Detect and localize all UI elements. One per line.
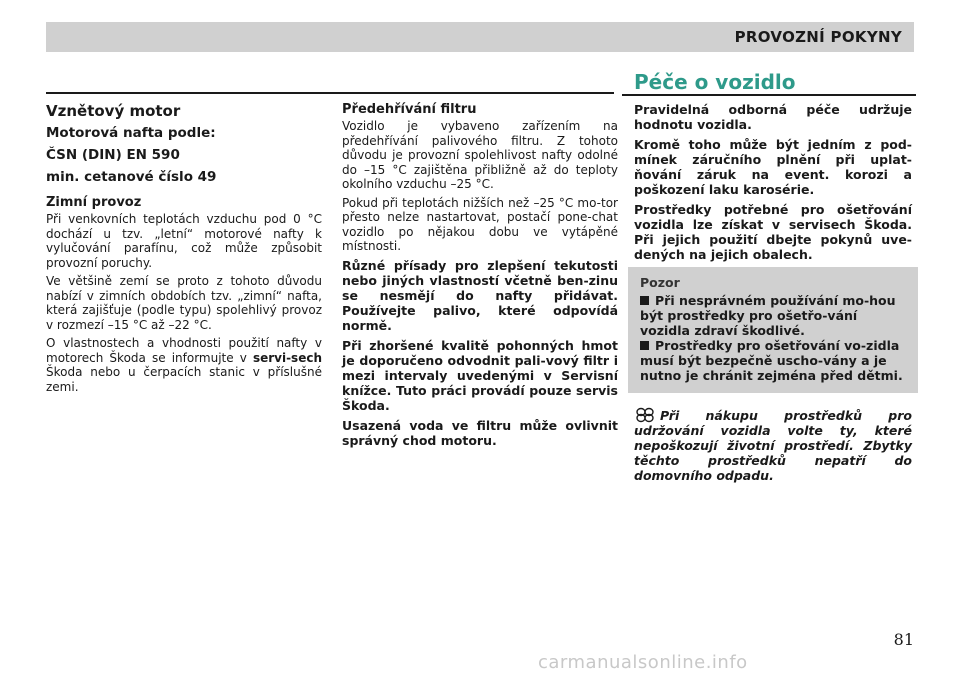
paragraph-winter-2: Ve většině zemí se proto z tohoto důvodu nabízí v zimních obdobích tzv. „zimní“ nafta, která zajišťuje (podle typu) spolehlivý provoz v rozmezí –15 °C až –22 °C. <box>46 274 322 332</box>
flower-eco-icon <box>634 407 656 423</box>
bold-paragraph-drain: Při zhoršené kvalitě pohonných hmot je doporučeno odvodnit pali-vový filtr i mezi intervaly uvedenými v Servisní knížce. Tuto práci provádí pouze servis Škoda. <box>342 337 618 413</box>
subheading-fuel: Motorová nafta podle: <box>46 125 216 141</box>
warning-item-2-text: Prostředky pro ošetřování vo-zidla musí být bezpečně uscho-vány a je nutno je chránit zejména před dětmi. <box>640 338 903 383</box>
paragraph-filter-2: Pokud při teplotách nižších než –25 °C mo-tor přesto nelze nastartovat, postačí pone-chat vozidlo po nějakou dobu ve vytápěné místnosti. <box>342 195 618 253</box>
eco-note-text: Při nákupu prostředků pro udržování vozidla volte ty, které nepoškozují životní prostředí. Zbytky těchto prostředků nepatří do domovního odpadu. <box>634 408 912 483</box>
warning-box <box>628 267 918 393</box>
heading-winter: Zimní provoz <box>46 195 142 210</box>
paragraph-winter-3-b: Škoda nebo u čerpacích stanic v příslušné zemi. <box>46 365 322 394</box>
paragraph-filter-1: Vozidlo je vybaveno zařízením na předehřívání palivového filtru. Z tohoto důvodu je provozní spolehlivost nafty odolné do –15 °C zajištěna přibližně až do teploty okolního vzduchu –25 °C. <box>342 119 618 191</box>
heading-diesel-engine: Vznětový motor <box>46 102 181 120</box>
square-bullet-icon <box>640 341 649 350</box>
column-right <box>634 102 912 496</box>
subheading-cetane: min. cetanové číslo 49 <box>46 169 217 185</box>
watermark: carmanualsonline.info <box>538 652 748 673</box>
square-bullet-icon <box>640 296 649 305</box>
bold-paragraph-warranty: Kromě toho může být jedním z pod-mínek záručního plnění při uplat-ňování záruk na event. korozi a poškození laku karosérie. <box>634 137 912 197</box>
warning-item-2 <box>640 338 906 383</box>
bold-paragraph-care: Pravidelná odborná péče udržuje hodnotu vozidla. <box>634 102 912 132</box>
paragraph-winter-3 <box>46 336 322 394</box>
paragraph-winter-3-a: O vlastnostech a vhodnosti použití nafty v motorech Škoda se informujte v <box>46 336 322 365</box>
bold-paragraph-products: Prostředky potřebné pro ošetřování vozidla lze získat v servisech Škoda. Při jejich použití dbejte pokynů uve-dených na jejich obalech. <box>634 202 912 262</box>
paragraph-winter-1: Při venkovních teplotách vzduchu pod 0 °C dochází u tzv. „letní“ motorové nafty k vylučování parafínu, což může způsobit provozní poruchy. <box>46 212 322 270</box>
subheading-standard: ČSN (DIN) EN 590 <box>46 147 180 163</box>
header-bar <box>46 22 914 52</box>
warning-item-1 <box>640 293 906 338</box>
bold-paragraph-water: Usazená voda ve filtru může ovlivnit správný chod motoru. <box>342 417 618 448</box>
column-middle <box>342 102 618 453</box>
rule-left <box>46 92 614 94</box>
eco-note <box>634 407 912 483</box>
warning-title: Pozor <box>640 275 680 290</box>
section-title: Péče o vozidlo <box>634 70 796 94</box>
header-title: PROVOZNÍ POKYNY <box>734 28 902 46</box>
bold-paragraph-additives: Různé přísady pro zlepšení tekutosti nebo jiných vlastností včetně ben-zinu se nesmějí do nafty přidávat. Používejte palivo, které odpovídá normě. <box>342 257 618 333</box>
paragraph-winter-3-bold: servi-sech <box>252 350 322 365</box>
page-number: 81 <box>893 630 914 649</box>
column-left <box>46 102 322 398</box>
rule-right <box>622 94 916 96</box>
heading-filter-preheat: Předehřívání filtru <box>342 102 477 117</box>
warning-item-1-text: Při nesprávném používání mo-hou být prostředky pro ošetřo-vání vozidla zdraví škodlivé. <box>640 293 896 338</box>
